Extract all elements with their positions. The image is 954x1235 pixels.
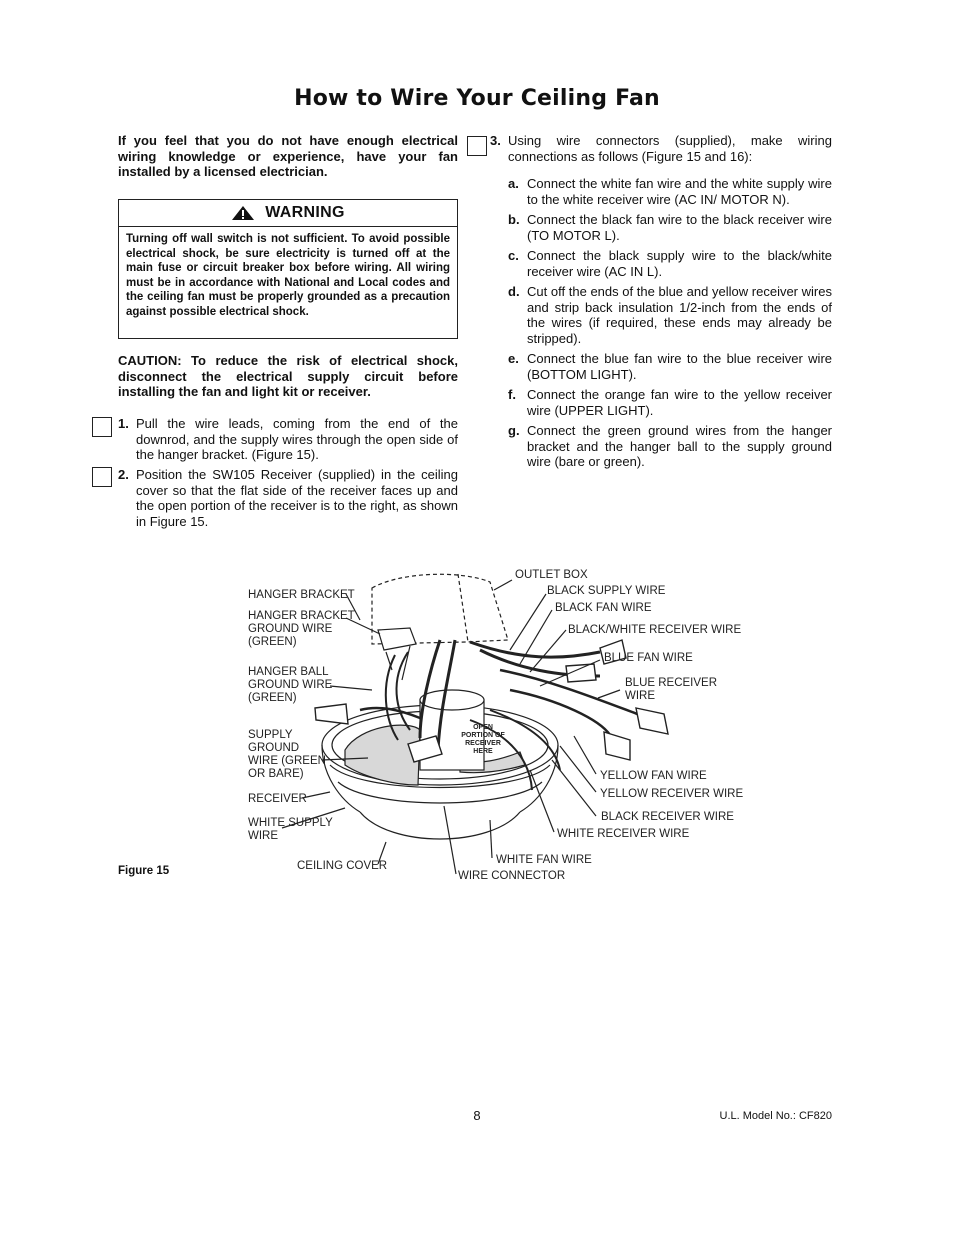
substep-text: Connect the black supply wire to the black/white receiver wire (AC IN L). xyxy=(527,248,832,279)
substep-text: Connect the black fan wire to the black receiver wire (TO MOTOR L). xyxy=(527,212,832,243)
open-portion-callout xyxy=(458,724,508,756)
substep-letter: e. xyxy=(508,351,519,366)
label-white-supply xyxy=(248,817,333,843)
label-white-receiver: WHITE RECEIVER WIRE xyxy=(557,828,690,840)
substep-letter: a. xyxy=(508,176,519,191)
step-text: Using wire connectors (supplied), make wiring connections as follows (Figure 15 and 16): xyxy=(508,133,832,164)
step-number: 3. xyxy=(490,133,501,148)
substep-text: Connect the orange fan wire to the yellow receiver wire (UPPER LIGHT). xyxy=(527,387,832,418)
label-black-white-receiver: BLACK/WHITE RECEIVER WIRE xyxy=(568,624,742,636)
caution-paragraph: CAUTION: To reduce the risk of electrical shock, disconnect the electrical supply circuit before installing the fan and light kit or receiver. xyxy=(118,353,458,399)
label-receiver: RECEIVER xyxy=(248,793,307,805)
substep-letter: g. xyxy=(508,423,520,438)
label-line: HANGER BALL xyxy=(248,666,329,678)
label-line: (GREEN) xyxy=(248,636,297,648)
step-number: 1. xyxy=(118,416,129,431)
substep-a xyxy=(508,176,832,207)
substep-text: Connect the green ground wires from the hanger bracket and the hanger ball to the supply ground wire (bare or green). xyxy=(527,423,832,469)
substep-list xyxy=(508,176,832,475)
warning-triangle-icon xyxy=(231,205,255,221)
step-2 xyxy=(118,467,458,529)
step-3 xyxy=(490,133,832,164)
model-number: U.L. Model No.: CF820 xyxy=(719,1110,832,1122)
label-yellow-fan: YELLOW FAN WIRE xyxy=(600,770,707,782)
label-yellow-receiver: YELLOW RECEIVER WIRE xyxy=(600,788,744,800)
step-3-checkbox[interactable] xyxy=(467,136,487,156)
label-blue-receiver xyxy=(625,677,717,703)
step-1 xyxy=(118,416,458,463)
label-line: BLUE RECEIVER xyxy=(625,677,718,689)
label-hanger-ball-ground xyxy=(248,666,332,705)
step-text: Position the SW105 Receiver (supplied) in the ceiling cover so that the flat side of the receiver faces up and the open portion of the receiver is to the right, as shown in Figure 15. xyxy=(136,467,458,529)
left-column xyxy=(118,133,458,399)
label-supply-ground xyxy=(248,729,326,781)
substep-letter: d. xyxy=(508,284,520,299)
label-line: WIRE (GREEN xyxy=(248,755,326,767)
label-ceiling-cover: CEILING COVER xyxy=(297,860,388,872)
callout-line: HERE xyxy=(473,748,493,755)
substep-text: Connect the white fan wire and the white supply wire to the white receiver wire (AC IN/ MOTOR N). xyxy=(527,176,832,207)
label-line: (GREEN) xyxy=(248,692,297,704)
label-line: HANGER BRACKET xyxy=(248,610,355,622)
label-line: GROUND WIRE xyxy=(248,623,333,635)
wire-connector-1 xyxy=(315,704,348,724)
substep-f xyxy=(508,387,832,418)
warning-box xyxy=(118,199,458,339)
label-outlet-box: OUTLET BOX xyxy=(515,569,588,581)
figure-caption: Figure 15 xyxy=(118,865,170,877)
substep-text: Cut off the ends of the blue and yellow receiver wires and strip back insulation 1/2-inch from the ends of the wires (if required, these ends may already be stripped). xyxy=(527,284,832,346)
label-line: GROUND xyxy=(248,742,300,754)
substep-g xyxy=(508,423,832,470)
step-number: 2. xyxy=(118,467,129,482)
warning-header xyxy=(119,200,457,227)
label-black-supply: BLACK SUPPLY WIRE xyxy=(547,585,666,597)
substep-c xyxy=(508,248,832,279)
substep-letter: b. xyxy=(508,212,520,227)
label-line: GROUND WIRE xyxy=(248,679,333,691)
intro-paragraph: If you feel that you do not have enough electrical wiring knowledge or experience, have your fan installed by a licensed electrician. xyxy=(118,133,458,179)
receiver-shape xyxy=(345,725,420,785)
callout-line: PORTION OF xyxy=(461,732,505,739)
label-black-fan: BLACK FAN WIRE xyxy=(555,602,652,614)
label-white-fan: WHITE FAN WIRE xyxy=(496,854,592,866)
label-line: WIRE xyxy=(248,830,279,842)
substep-d xyxy=(508,284,832,346)
warning-text: Turning off wall switch is not sufficient. To avoid possible electrical shock, be sure electricity is turned off at the main fuse or circuit breaker box before wiring. All wiring must be in accordance with National and Local codes and the ceiling fan must be properly grounded as a precaution against possible electrical shock. xyxy=(126,233,450,318)
label-black-receiver: BLACK RECEIVER WIRE xyxy=(601,811,734,823)
label-wire-connector: WIRE CONNECTOR xyxy=(458,870,566,882)
step-2-checkbox[interactable] xyxy=(92,467,112,487)
substep-e xyxy=(508,351,832,382)
substep-text: Connect the blue fan wire to the blue receiver wire (BOTTOM LIGHT). xyxy=(527,351,832,382)
warning-title: WARNING xyxy=(265,204,345,221)
substep-letter: c. xyxy=(508,248,519,263)
label-blue-fan: BLUE FAN WIRE xyxy=(604,652,693,664)
label-line: WHITE SUPPLY xyxy=(248,817,333,829)
step-text: Pull the wire leads, coming from the end of the downrod, and the supply wires through the open side of the hanger bracket. (Figure 15). xyxy=(136,416,458,462)
callout-line: OPEN xyxy=(473,724,493,731)
label-line: OR BARE) xyxy=(248,768,304,780)
callout-line: RECEIVER xyxy=(465,740,501,747)
page-title: How to Wire Your Ceiling Fan xyxy=(294,86,660,111)
label-line: SUPPLY xyxy=(248,729,293,741)
label-hanger-bracket-ground xyxy=(248,610,355,649)
step-1-checkbox[interactable] xyxy=(92,417,112,437)
page-number: 8 xyxy=(473,1108,481,1123)
label-line: WIRE xyxy=(625,690,656,702)
substep-b xyxy=(508,212,832,243)
label-hanger-bracket: HANGER BRACKET xyxy=(248,589,355,601)
substep-letter: f. xyxy=(508,387,516,402)
